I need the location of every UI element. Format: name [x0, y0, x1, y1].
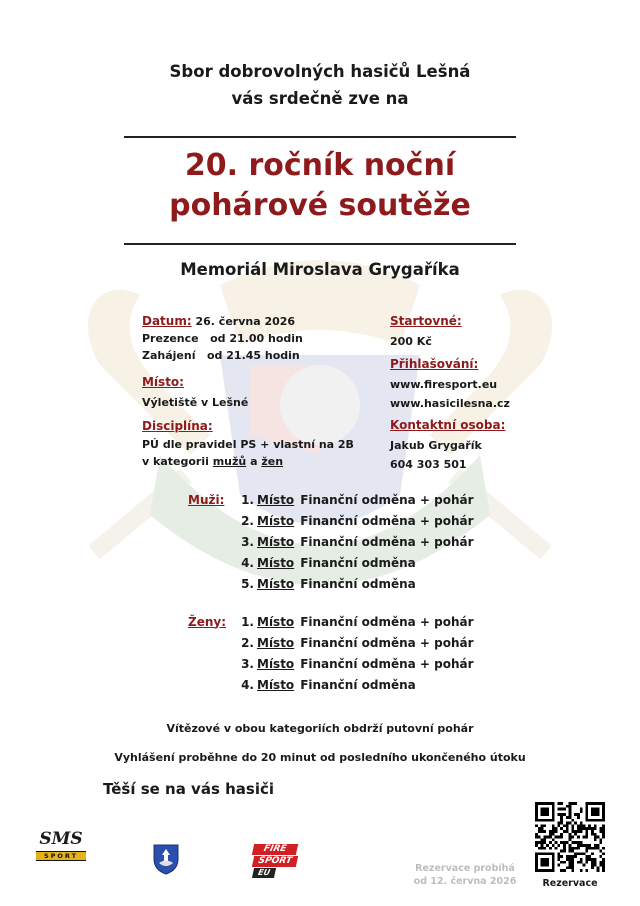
qr-label: Rezervace: [542, 878, 598, 889]
discipline-categories: v kategorii mužů a žen: [142, 455, 284, 468]
reservation-qr-code[interactable]: [535, 802, 605, 872]
bottom-divider: [124, 243, 516, 245]
date-block: [142, 313, 303, 364]
prizes-men-table: [188, 489, 474, 594]
village-coat-of-arms-icon: [153, 844, 179, 875]
discipline-rules: PÚ dle pravidel PS + vlastní na 2B: [142, 438, 354, 451]
discipline-label: Disciplína:: [142, 419, 213, 433]
signup-block: [390, 356, 510, 412]
top-divider: [124, 136, 516, 138]
fee-block: [390, 313, 462, 350]
table-row: 2. Místo Finanční odměna + pohár: [241, 513, 474, 528]
event-title-line2: pohárové soutěže: [169, 188, 471, 223]
reservation-notice: Rezervace probíhá od 12. června 2026: [413, 863, 517, 887]
signup-label: Přihlašování:: [390, 357, 479, 371]
closing-line: Těší se na vás hasiči: [103, 780, 275, 798]
venue-label: Místo:: [142, 375, 184, 389]
table-row: 4. Místo Finanční odměna: [241, 555, 416, 570]
contact-block: [390, 417, 505, 473]
discipline-block: [142, 418, 354, 470]
signup-link-hasicilesna[interactable]: www.hasicilesna.cz: [390, 397, 510, 410]
table-row: 2. Místo Finanční odměna + pohár: [241, 635, 474, 650]
table-row: 3. Místo Finanční odměna + pohár: [241, 656, 474, 671]
table-row: 4. Místo Finanční odměna: [241, 677, 416, 692]
announcement-note: Vyhlášení proběhne do 20 minut od posledního ukončeného útoku: [114, 751, 526, 764]
contact-phone: 604 303 501: [390, 458, 467, 471]
fee-label: Startovné:: [390, 314, 462, 328]
men-label: Muži:: [188, 492, 225, 507]
table-row: 5. Místo Finanční odměna: [241, 576, 416, 591]
start-time: od 21.45 hodin: [207, 349, 300, 362]
date-value: 26. června 2026: [195, 315, 296, 328]
organizer-line: Sbor dobrovolných hasičů Lešná: [169, 62, 471, 81]
category-men: mužů: [212, 455, 247, 468]
start-label: Zahájení: [142, 349, 196, 362]
firesport-logo: FIRE SPORT EU: [253, 844, 297, 880]
event-title: [0, 146, 640, 226]
table-row: 3. Místo Finanční odměna + pohár: [241, 534, 474, 549]
memorial-name: Memoriál Miroslava Grygaříka: [180, 260, 460, 279]
prizes-women-table: [188, 611, 474, 695]
organizer-heading: [0, 58, 640, 112]
category-women: žen: [261, 455, 284, 468]
invite-line: vás srdečně zve na: [231, 89, 409, 108]
women-label: Ženy:: [188, 614, 227, 629]
venue-block: [142, 374, 248, 411]
signup-link-firesport[interactable]: www.firesport.eu: [390, 378, 498, 391]
registration-time: od 21.00 hodin: [210, 332, 303, 345]
event-title-line1: 20. ročník noční: [184, 148, 456, 183]
venue-value: Výletiště v Lešné: [142, 396, 249, 409]
fee-value: 200 Kč: [390, 335, 432, 348]
date-label: Datum:: [142, 314, 192, 328]
table-row: Muži: 1. Místo Finanční odměna + pohár: [188, 489, 474, 510]
contact-label: Kontaktní osoba:: [390, 418, 506, 432]
contact-name: Jakub Grygařík: [390, 439, 482, 452]
registration-label: Prezence: [142, 332, 199, 345]
trophy-note: Vítězové v obou kategoriích obdrží putovní pohár: [166, 722, 474, 735]
table-row: Ženy: 1. Místo Finanční odměna + pohár: [188, 611, 474, 632]
sms-sport-logo: SMS SPORT: [34, 828, 88, 872]
